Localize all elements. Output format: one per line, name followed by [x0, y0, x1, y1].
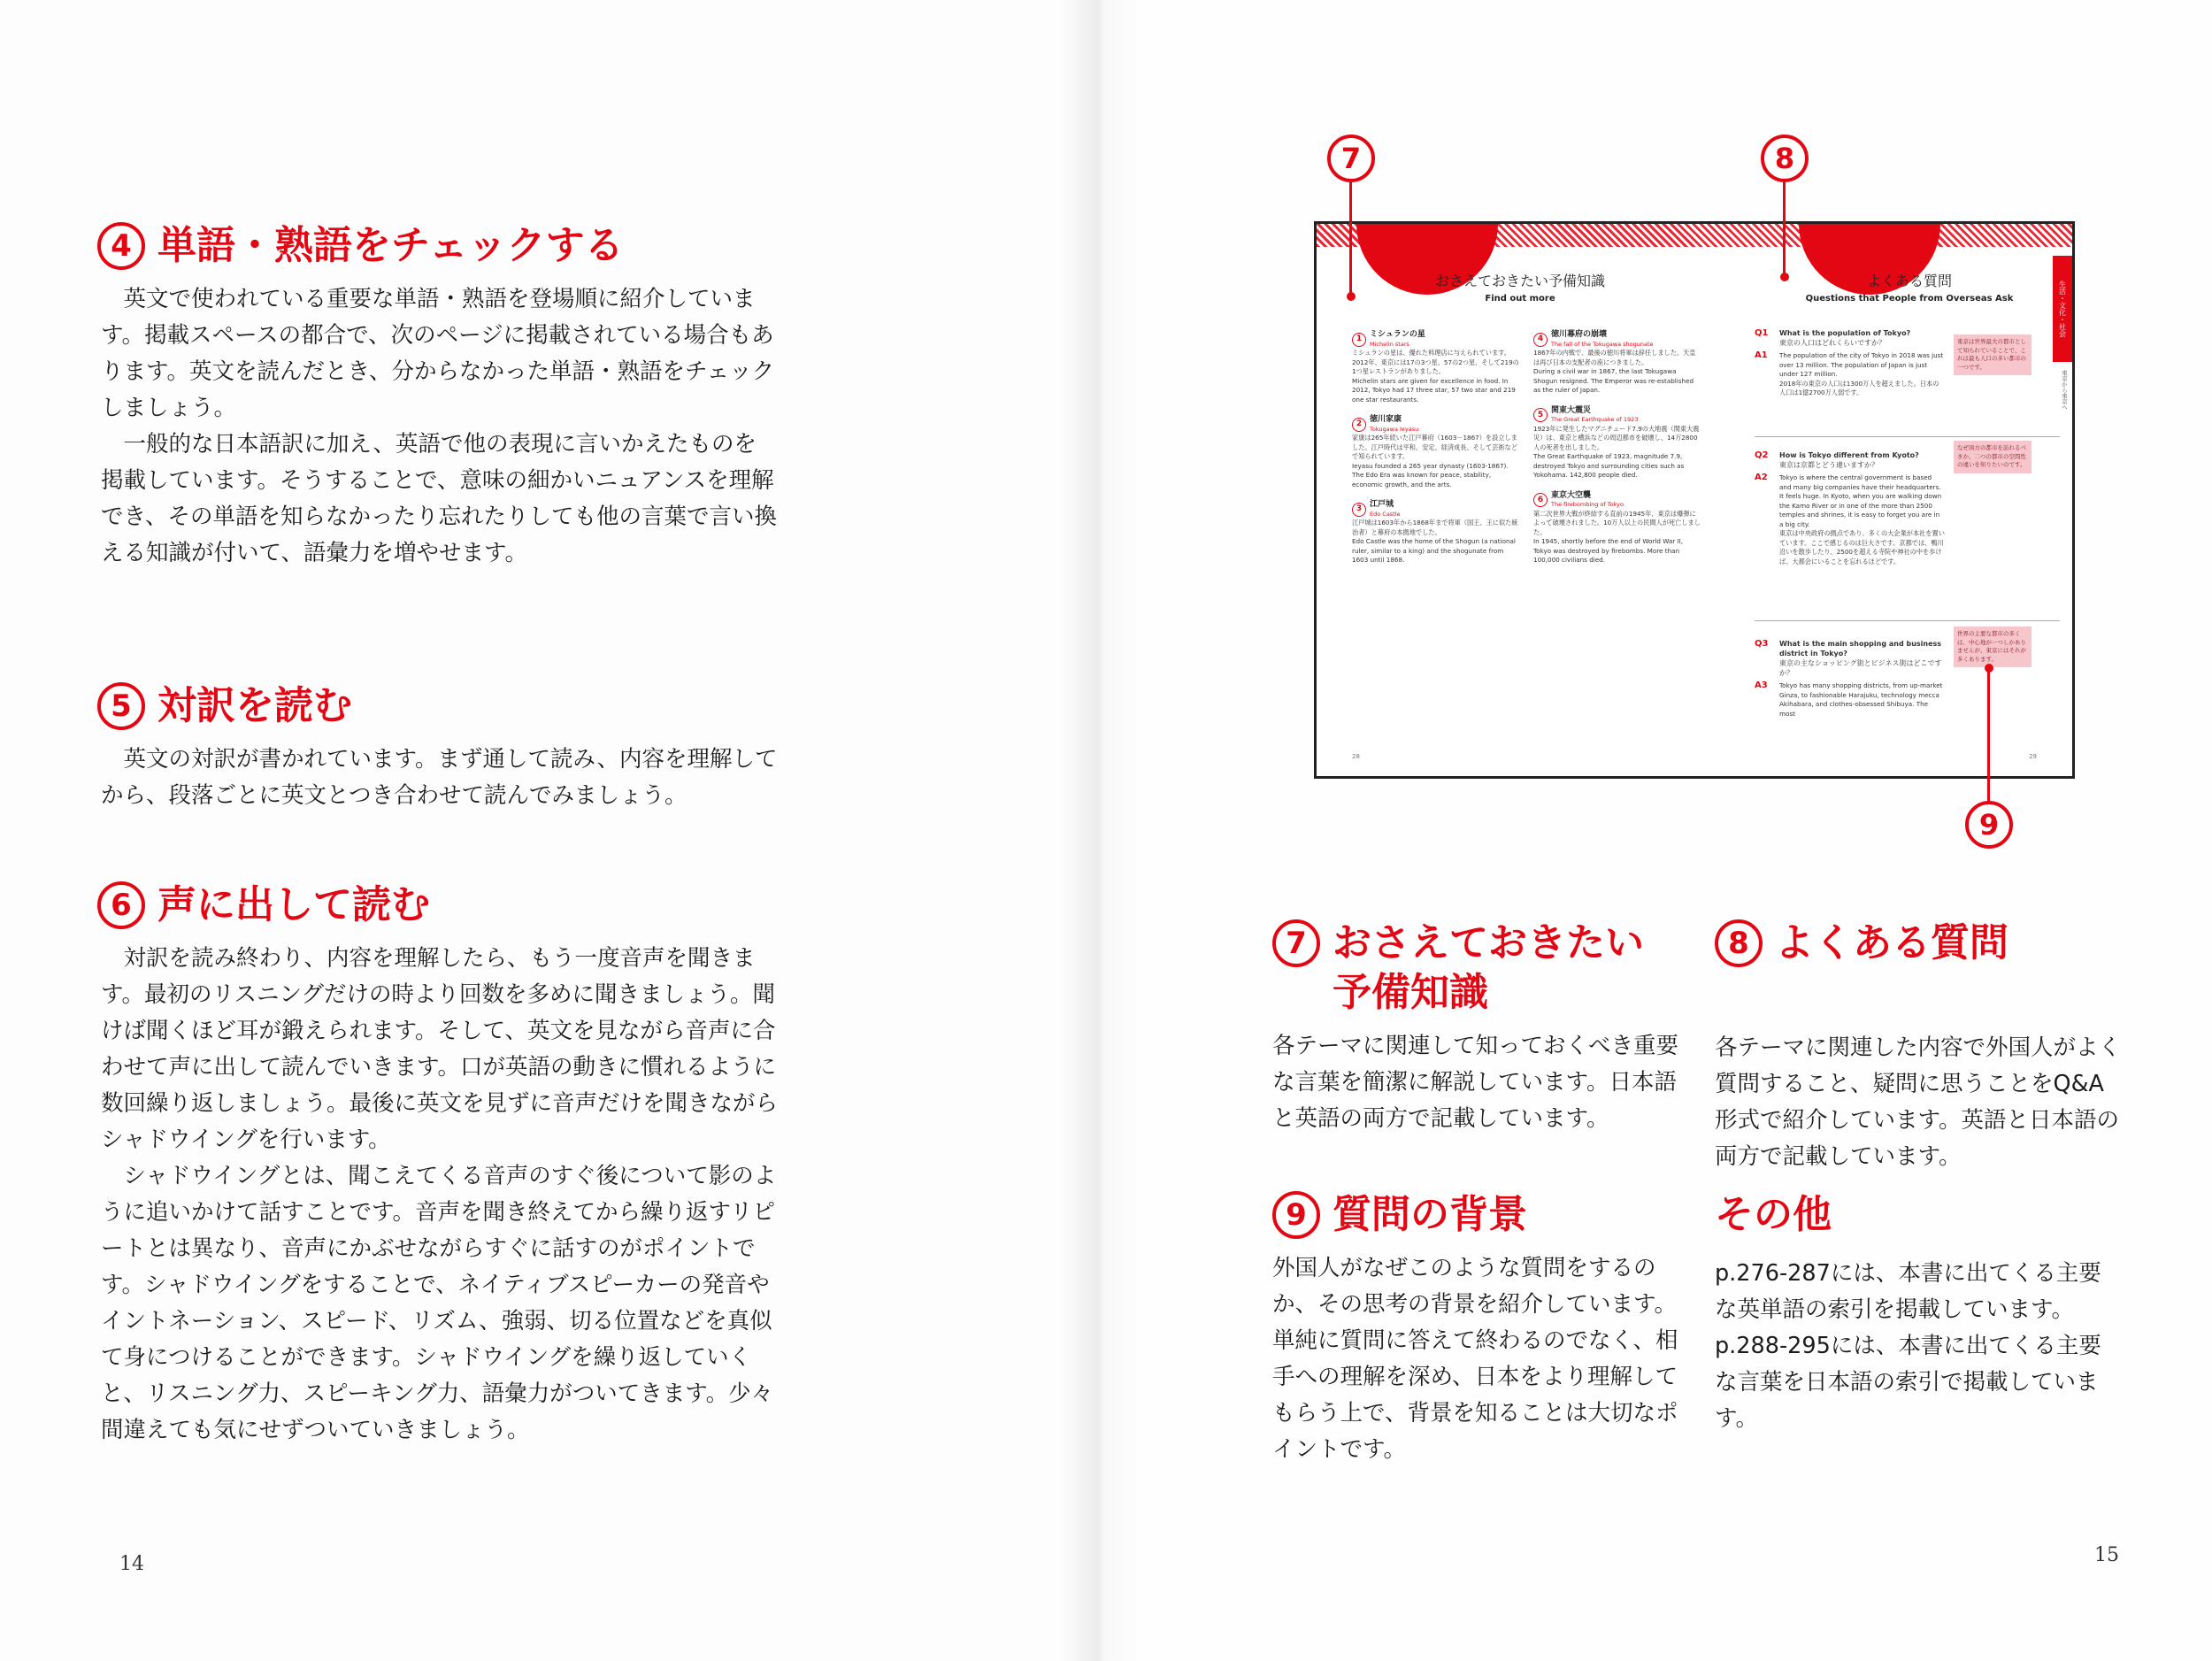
- preview-side-tab: 生活・文化・社会: [2053, 256, 2072, 362]
- section-4-paragraph-1: 英文で使われている重要な単語・熟語を登場順に紹介しています。掲載スペースの都合で、次のページに掲載されている場合もあります。英文を読んだとき、分からなかった単語・熟語をチェックしましょう。: [101, 286, 775, 421]
- preview-item-3-ja: 江戸城は1603年から1868年まで将軍（国王、王に似た統治者）と幕府の本拠地でした。: [1352, 519, 1518, 536]
- section-7: [1272, 919, 1679, 1137]
- preview-item-6-title: 東京大空襲: [1551, 490, 1592, 500]
- preview-item-3: [1352, 500, 1520, 565]
- callout-8: 8: [1761, 135, 1809, 182]
- callout-9-dot: [1985, 664, 1993, 673]
- preview-item-4-ja: 1867年の内戦で、最後の徳川将軍は辞任しました。天皇は再び日本の支配者の座につきました。: [1533, 349, 1696, 366]
- preview-item-1-en: Michelin stars are given for excellence in food. In 2012, Tokyo had 17 three star, 57 two star and 219 one star restaurants.: [1352, 376, 1516, 404]
- preview-note-1: 東京は世界最大の都市として知られていることで、これは最も人口の多い都市の一つです。: [1954, 335, 2032, 375]
- section-other-heading: [1715, 1190, 2122, 1240]
- section-7-number: 7: [1272, 919, 1320, 967]
- preview-item-2: [1352, 415, 1520, 489]
- preview-q2-label: Q2: [1755, 450, 1769, 460]
- preview-q3-label: Q3: [1755, 639, 1769, 649]
- section-6-number: 6: [97, 881, 145, 929]
- section-4-title: 単語・熟語をチェックする: [157, 223, 624, 268]
- preview-a3-label: A3: [1755, 681, 1768, 690]
- preview-item-6-en: In 1945, shortly before the end of World War II, Tokyo was destroyed by firebombs. More than 100,000 civilians died.: [1533, 537, 1684, 564]
- preview-qa-column: [1755, 328, 1945, 726]
- preview-a1-en: The population of the city of Tokyo in 2018 was just over 13 million. The population of Japan is just under 127 million.: [1779, 351, 1944, 378]
- section-4-number: 4: [97, 222, 145, 270]
- preview-item-1: [1352, 330, 1520, 404]
- preview-item-3-sub: Edo Castle: [1370, 510, 1401, 518]
- preview-left-subtitle: Find out more: [1485, 294, 1555, 304]
- preview-right-title: よくある質問: [1866, 273, 1952, 289]
- section-8-number: 8: [1715, 919, 1763, 967]
- sample-page-preview: [1314, 221, 2075, 779]
- preview-a1-label: A1: [1755, 350, 1768, 360]
- preview-qa-divider-2: [1755, 620, 2060, 621]
- preview-item-5-sub: The Great Earthquake of 1923: [1551, 416, 1639, 423]
- preview-item-5-num: 5: [1533, 408, 1548, 422]
- callout-9-leader: [1987, 668, 1990, 801]
- section-8-heading: [1715, 919, 2122, 968]
- preview-q3-ja: 東京の主なショッピング街とビジネス街はどこですか？: [1779, 659, 1942, 677]
- callout-8-leader: [1783, 182, 1786, 278]
- preview-q1-ja: 東京の人口はどれくらいですか？: [1779, 339, 1886, 347]
- preview-q2-ja: 東京は京都とどう違いますか？: [1779, 461, 1878, 469]
- section-5-paragraph-1: 英文の対訳が書かれています。まず通して読み、内容を理解してから、段落ごとに英文とつき合わせて読んでみましょう。: [101, 746, 778, 809]
- callout-9: 9: [1965, 801, 2013, 849]
- preview-a2-label: A2: [1755, 473, 1768, 482]
- section-9-title: 質問の背景: [1333, 1192, 1527, 1237]
- section-9-number: 9: [1272, 1191, 1320, 1239]
- preview-qa-3: [1755, 639, 1945, 719]
- preview-item-5: [1533, 406, 1701, 481]
- preview-col-2: [1533, 330, 1701, 576]
- preview-item-2-ja: 家康は265年続いた江戸幕府（1603－1867）を設立しました。江戸時代は平和、安定、経済成長、そして芸術などで知られています。: [1352, 434, 1517, 460]
- preview-right-title-block: [1777, 270, 2042, 304]
- preview-item-5-title: 関東大震災: [1551, 405, 1592, 415]
- preview-col-1: [1352, 330, 1520, 576]
- preview-item-1-title: ミシュランの星: [1370, 330, 1425, 339]
- preview-item-3-num: 3: [1352, 503, 1366, 517]
- preview-item-6: [1533, 491, 1701, 565]
- preview-a2-en: Tokyo is where the central government is based and many big companies have their headquarters. It feels huge. In Kyoto, when you are walking down the Kamo River or in one of the more than 2500 temples and shrines, it is easy to forget you are in a big city.: [1779, 473, 1942, 528]
- section-7-body: 各テーマに関連して知っておくべき重要な言葉を簡潔に解説しています。日本語と英語の両方で記載しています。: [1272, 1033, 1679, 1132]
- preview-item-3-title: 江戸城: [1370, 500, 1394, 509]
- section-5-title: 対訳を読む: [157, 683, 352, 728]
- section-5-heading: [97, 681, 779, 731]
- preview-item-4-num: 4: [1533, 333, 1548, 347]
- callout-7: 7: [1327, 135, 1375, 182]
- preview-q1-en: What is the population of Tokyo?: [1779, 329, 1911, 337]
- callout-7-dot: [1347, 292, 1356, 301]
- section-4-heading: [97, 221, 779, 271]
- section-8: [1715, 919, 2122, 1175]
- preview-a2-ja: 東京は中央政府の拠点であり、多くの大企業が本社を置いています。ここで感じるのは巨大さです。京都では、鴨川沿いを散歩したり、2500を超える寺院や神社の中を歩けば、大都会にいることを忘れるほどです。: [1779, 529, 1945, 565]
- section-6-paragraph-2: シャドウイングとは、聞こえてくる音声のすぐ後について影のように追いかけて話すことです。音声を聞き終えてから繰り返すリピートとは異なり、音声にかぶせながらすぐに話すのがポイントです。シャドウイングをすることで、ネイティブスピーカーの発音やイントネーション、スピード、リズム、強弱、切る位置などを真似て身につけることができます。シャドウイングを繰り返していくと、リスニング力、スピーキング力、語彙力がついてきます。少々間違えても気にせずついていきましょう。: [101, 1163, 777, 1443]
- preview-item-2-num: 2: [1352, 418, 1366, 432]
- section-6-title: 声に出して読む: [157, 882, 430, 927]
- section-6: [97, 880, 779, 1449]
- preview-item-4-sub: The fall of the Tokugawa shogunate: [1551, 340, 1654, 348]
- preview-note-2: なぜ両方の都市を訪れるべきか、二つの都市の空間性の違いを知りたいのです。: [1954, 441, 2032, 473]
- preview-qa-divider-1: [1755, 436, 2060, 437]
- preview-page-left: 28: [1352, 753, 1360, 760]
- section-9: [1272, 1190, 1679, 1468]
- section-9-heading: [1272, 1190, 1679, 1240]
- section-9-body: 外国人がなぜこのような質問をするのか、その思考の背景を紹介しています。単純に質問に答えて終わるのでなく、相手への理解を深め、日本をより理解してもらう上で、背景を知ることは大切なポイントです。: [1272, 1255, 1678, 1463]
- preview-left-title-block: [1387, 270, 1653, 304]
- preview-item-1-ja: ミシュランの星は、優れた料理店に与えられています。2012年、東京には17の3つ星、57の2つ星、そして219の1つ星レストランがありました。: [1352, 349, 1519, 375]
- preview-q2-en: How is Tokyo different from Kyoto?: [1779, 451, 1919, 459]
- preview-item-4: [1533, 330, 1701, 396]
- right-page-number: 15: [2094, 1544, 2119, 1566]
- preview-item-2-en: Ieyasu founded a 265 year dynasty (1603-1867). The Edo Era was known for peace, stability, economic growth, and the arts.: [1352, 461, 1509, 488]
- preview-vertical-note: 東京から東京へ: [2061, 370, 2068, 411]
- preview-right-subtitle: Questions that People from Overseas Ask: [1805, 294, 2014, 304]
- section-5: [97, 681, 779, 814]
- preview-qa-1: [1755, 328, 1945, 443]
- callout-8-dot: [1780, 273, 1789, 281]
- preview-item-2-sub: Tokugawa Ieyasu: [1370, 425, 1419, 433]
- preview-item-2-title: 徳川家康: [1370, 415, 1402, 424]
- preview-note-3: 世界の主要な都市の多くは、中心地がーつしかありませんが、東京にはそれが多くあります。: [1954, 627, 2032, 667]
- preview-item-1-sub: Michelin stars: [1370, 340, 1409, 348]
- preview-item-6-sub: The firebombing of Tokyo: [1551, 501, 1624, 508]
- section-other-body-1: p.276-287には、本書に出てくる主要な英単語の索引を掲載しています。: [1715, 1260, 2101, 1323]
- section-6-heading: [97, 880, 779, 930]
- section-other-body-2: p.288-295には、本書に出てくる主要な言葉を日本語の索引で掲載しています。: [1715, 1333, 2101, 1432]
- preview-item-5-en: The Great Earthquake of 1923, magnitude 7.9, destroyed Tokyo and surrounding cities such as Yokohama. 142,800 people died.: [1533, 452, 1685, 479]
- preview-q1-label: Q1: [1755, 328, 1769, 338]
- section-4: [97, 221, 779, 572]
- preview-item-5-ja: 1923年に発生したマグニチュード7.9の大地震（関東大震災）は、東京と横浜などの周辺都市を破壊し、14万2800人の死者を出しました。: [1533, 424, 1700, 451]
- left-page-number: 14: [119, 1553, 144, 1575]
- preview-item-1-num: 1: [1352, 333, 1366, 347]
- preview-item-4-title: 徳川幕府の崩壊: [1551, 330, 1608, 339]
- section-6-paragraph-1: 対訳を読み終わり、内容を理解したら、もう一度音声を聞きます。最初のリスニングだけの時より回数を多めに聞きましょう。聞けば聞くほど耳が鍛えられます。そして、英文を見ながら音声に合わせて声に出して読んでいきます。口が英語の動きに慣れるように数回繰り返しましょう。最後に英文を見ずに音声だけを聞きながらシャドウイングを行います。: [101, 945, 779, 1153]
- left-page: [0, 0, 1102, 1661]
- section-8-body: 各テーマに関連した内容で外国人がよく質問すること、疑問に思うことをQ&A形式で紹介しています。英語と日本語の両方で記載しています。: [1715, 1034, 2122, 1170]
- preview-a1-ja: 2018年の東京の人口は1300万人を超えました。日本の人口は1億2700万人弱です。: [1779, 379, 1939, 396]
- preview-a3-en: Tokyo has many shopping districts, from up-market Ginza, to fashionable Harajuku, technology mecca Akihabara, and clothes-obsessed Shibuya. The most: [1779, 681, 1943, 718]
- preview-left-title: おさえておきたい予備知識: [1434, 273, 1605, 289]
- preview-item-3-en: Edo Castle was the home of the Shogun (a national ruler, similar to a king) and the shogunate from 1603 until 1868.: [1352, 537, 1516, 564]
- section-7-heading: [1272, 919, 1679, 1018]
- section-8-title: よくある質問: [1775, 920, 2008, 965]
- preview-item-6-ja: 第二次世界大戦が終結する直前の1945年、東京は爆弾によって破壊されました。10万人以上の民間人が死亡しました。: [1533, 509, 1701, 536]
- section-4-paragraph-2: 一般的な日本語訳に加え、英語で他の表現に言いかえたものを掲載しています。そうすることで、意味の細かいニュアンスを理解でき、その単語を知らなかったり忘れたりしても他の言葉で言い換える知識が付いて、語彙力を増やせます。: [101, 431, 777, 566]
- section-other: [1715, 1190, 2122, 1437]
- section-5-number: 5: [97, 682, 145, 730]
- section-other-title: その他: [1715, 1192, 1832, 1237]
- book-gutter: [1062, 0, 1141, 1661]
- preview-item-4-en: During a civil war in 1867, the last Tokugawa Shogun resigned. The Emperor was re-established as the ruler of Japan.: [1533, 367, 1694, 394]
- preview-page-right: 29: [2029, 753, 2037, 760]
- preview-item-6-num: 6: [1533, 493, 1548, 507]
- preview-qa-2: [1755, 450, 1945, 632]
- preview-q3-en: What is the main shopping and business district in Tokyo?: [1779, 640, 1942, 657]
- section-7-title-line-1: おさえておきたい: [1333, 920, 1644, 965]
- callout-7-leader: [1349, 182, 1352, 297]
- section-7-title-line-2: 予備知識: [1333, 970, 1488, 1015]
